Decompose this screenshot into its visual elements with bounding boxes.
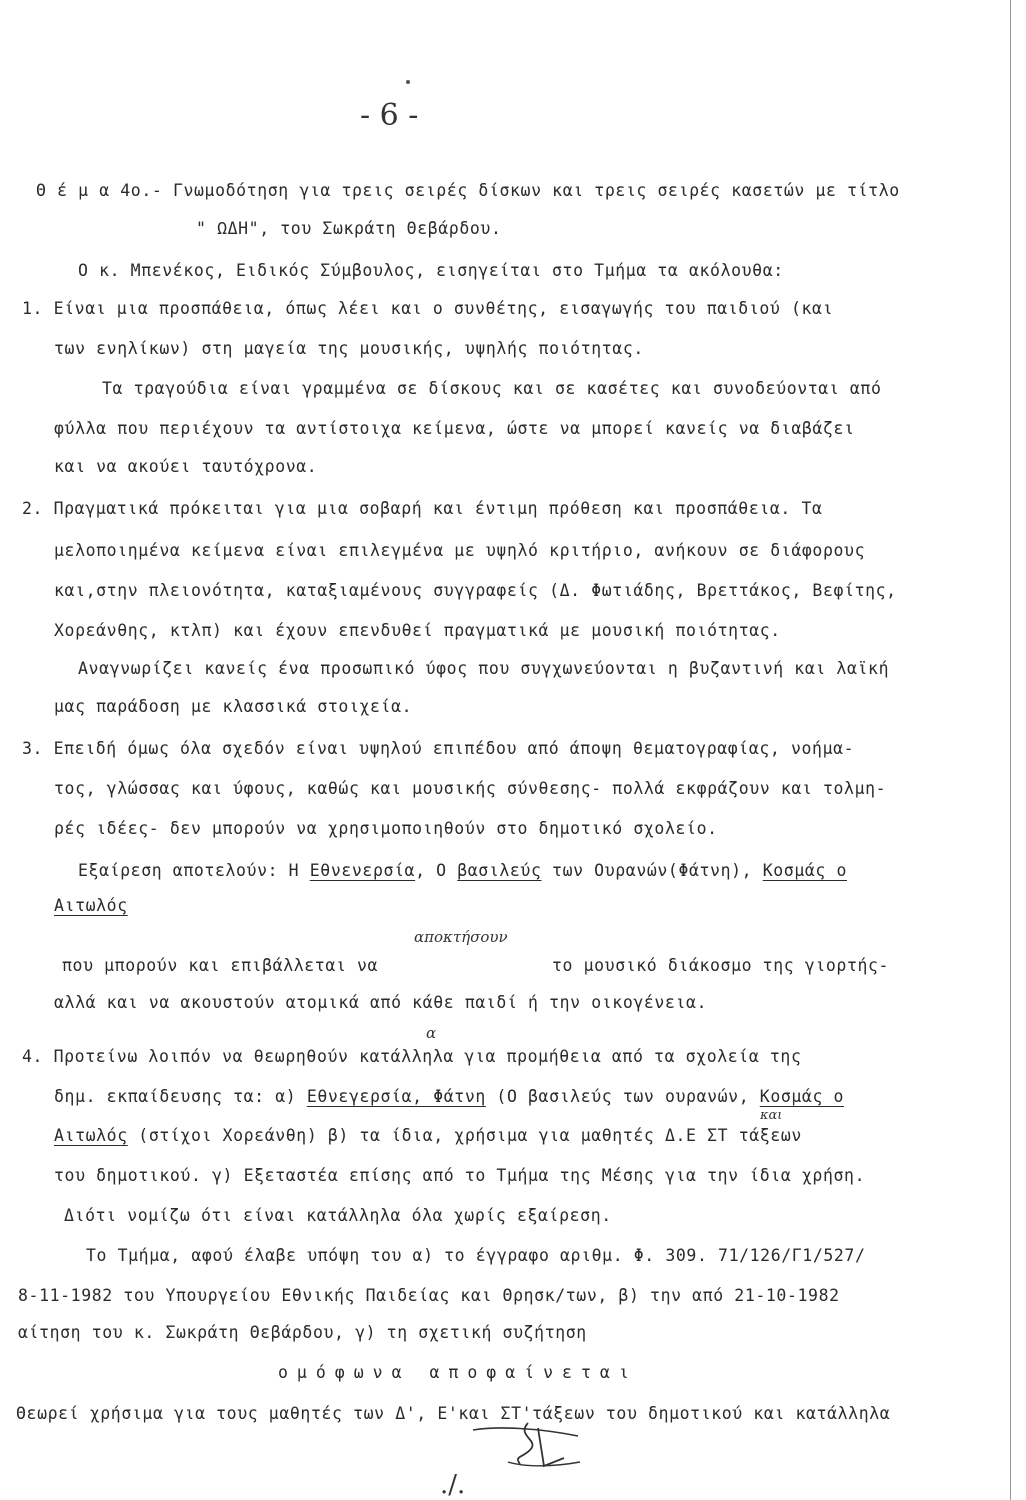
- work-aitolos-2: Αιτωλός: [54, 1126, 128, 1145]
- page-edge-line: [1010, 0, 1011, 1500]
- work-kosmas-2: Κοσμάς ο: [759, 1087, 845, 1106]
- continuation-mark: ./.: [440, 1470, 466, 1500]
- item4-line-5: Διότι νομίζω ότι είναι κατάλληλα όλα χωρίς εξαίρεση.: [64, 1206, 612, 1225]
- item3-line-7: αλλά και να ακουστούν ατομικά από κάθε παιδί ή την οικογένεια.: [54, 993, 708, 1012]
- exception-sep: , Ο: [415, 861, 458, 880]
- decision-heading: ομόφωνα αποφαίνεται: [278, 1363, 638, 1382]
- item3-line-1: 3. Επειδή όμως όλα σχεδόν είναι υψηλού επιπέδου από άποψη θεματογραφίας, νοήμα-: [22, 739, 855, 758]
- page-number: - 6 -: [360, 98, 419, 133]
- item1-line-4: φύλλα που περιέχουν τα αντίστοιχα κείμενα, ώστε να μπορεί κανείς να διαβάζει: [54, 419, 855, 438]
- work-kosmas: Κοσμάς ο: [762, 861, 848, 880]
- item3-line-5: Αιτωλός: [54, 896, 128, 915]
- item3-line-2: τος, γλώσσας και ύφους, καθώς και μουσικής σύνθεσης- πολλά εκφράζουν και τολμη-: [54, 779, 887, 798]
- item4-line-4: του δημοτικού. γ) Εξεταστέα επίσης από το Τμήμα της Μέσης για την ίδια χρήση.: [54, 1166, 866, 1185]
- handwritten-kai: και: [760, 1108, 783, 1123]
- item1-line-3: Τα τραγούδια είναι γραμμένα σε δίσκους και σε κασέτες και συνοδεύονται από: [102, 379, 882, 398]
- item2-line-4: Χορεάνθης, κτλπ) και έχουν επενδυθεί πραγματικά με μουσική ποιότητας.: [54, 621, 781, 640]
- item2-line-3: και,στην πλειονότητα, καταξιαμένους συγγραφείς (Δ. Φωτιάδης, Βρεττάκος, Βεφίτης,: [54, 581, 897, 600]
- item4-line-1: 4. Προτείνω λοιπόν να θεωρηθούν κατάλληλα για προμήθεια από τα σχολεία της: [22, 1047, 802, 1066]
- signature: [468, 1418, 598, 1478]
- work-fatni: των Ουρανών(Φάτνη),: [541, 861, 763, 880]
- work-ethnegersia: Εθνενερσία: [309, 861, 416, 880]
- work-ethnegersia-fatni: Εθνεγερσία, Φάτνη: [306, 1087, 486, 1106]
- item1-line-2: των ενηλίκων) στη μαγεία της μουσικής, υψηλής ποιότητας.: [54, 339, 644, 358]
- decision-line-3: αίτηση του κ. Σωκράτη Θεβάρδου, γ) τη σχετική συζήτηση: [18, 1323, 587, 1342]
- item2-line-5: Αναγνωρίζει κανείς ένα προσωπικό ύφος που συγχωνεύονται η βυζαντινή και λαϊκή: [78, 659, 890, 678]
- ink-dot: [406, 80, 410, 84]
- handwritten-insert: αποκτήσουν: [414, 928, 508, 946]
- work-vasileus-ouranon: (Ο βασιλεύς των ουρανών,: [485, 1087, 760, 1106]
- item4-line-3-rest: (στίχοι Χορεάνθη) β) τα ίδια, χρήσιμα για μαθητές Δ.Ε ΣΤ τάξεων: [127, 1126, 802, 1145]
- decision-line-2: 8-11-1982 του Υπουργείου Εθνικής Παιδείας και Θρησκ/των, β) την από 21-10-1982: [18, 1286, 840, 1305]
- item3-line-6b: το μουσικό διάκοσμο της γιορτής-: [552, 956, 890, 975]
- item2-line-6: μας παράδοση με κλασσικά στοιχεία.: [54, 697, 413, 716]
- intro-line: Ο κ. Μπενέκος, Ειδικός Σύμβουλος, εισηγείται στο Τμήμα τα ακόλουθα:: [78, 261, 784, 280]
- item3-line-3: ρές ιδέες- δεν μπορούν να χρησιμοποιηθούν στο δημοτικό σχολείο.: [54, 819, 718, 838]
- handwritten-a: α: [426, 1024, 437, 1042]
- item3-line-6a: που μπορούν και επιβάλλεται να: [62, 956, 379, 975]
- item4-line-2: [54, 1086, 844, 1108]
- work-vasileus: βασιλεύς: [457, 861, 542, 880]
- item4-line-3: [54, 1125, 802, 1147]
- title-line-1: Θ έ μ α 4ο.- Γνωμοδότηση για τρεις σειρές δίσκων και τρεις σειρές κασετών με τίτλο: [36, 181, 900, 200]
- item4-lead: δημ. εκπαίδευσης τα: α): [54, 1087, 307, 1106]
- item2-line-2: μελοποιημένα κείμενα είναι επιλεγμένα με υψηλό κριτήριο, ανήκουν σε διάφορους: [54, 541, 866, 560]
- decision-line-1: Το Τμήμα, αφού έλαβε υπόψη του α) το έγγραφο αριθμ. Φ. 309. 71/126/Γ1/527/: [86, 1246, 866, 1265]
- decision-line-4: Θεωρεί χρήσιμα για τους μαθητές των Δ', Ε'και ΣΤ'τάξεων του δημοτικού και κατάλληλα: [16, 1404, 891, 1423]
- item2-line-1: 2. Πραγματικά πρόκειται για μια σοβαρή και έντιμη πρόθεση και προσπάθεια. Τα: [22, 499, 823, 518]
- title-line-2: " ΩΔΗ", του Σωκράτη Θεβάρδου.: [196, 219, 502, 238]
- exception-lead: Εξαίρεση αποτελούν: Η: [78, 861, 310, 880]
- item1-line-1: 1. Είναι μια προσπάθεια, όπως λέει και ο συνθέτης, εισαγωγής του παιδιού (και: [22, 299, 834, 318]
- item1-line-5: και να ακούει ταυτόχρονα.: [54, 457, 318, 476]
- item3-line-4: [78, 860, 847, 882]
